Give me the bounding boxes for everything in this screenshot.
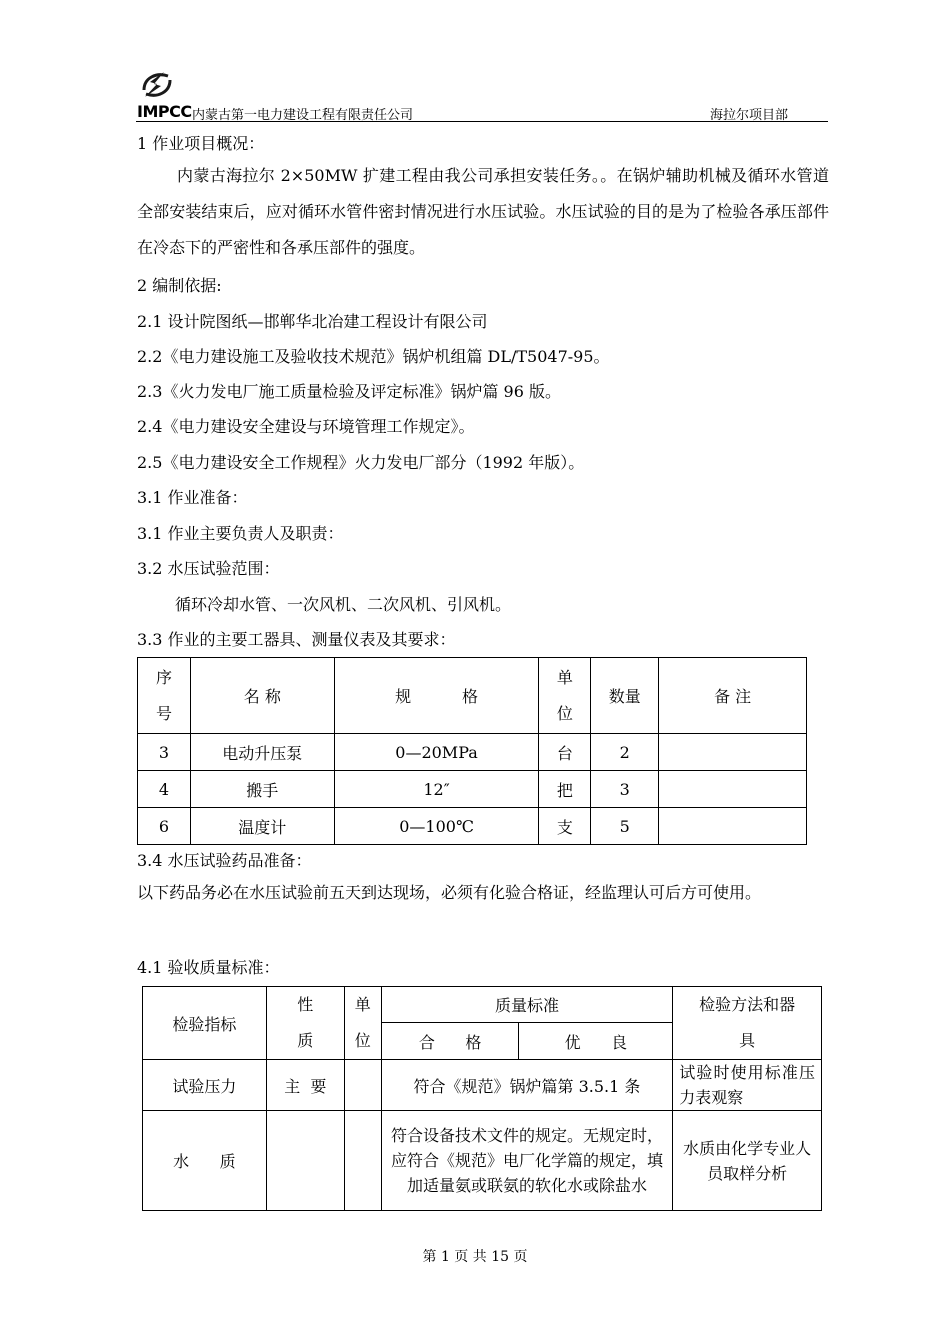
table-row — [143, 1060, 822, 1111]
reference-2-5: 2.5《电力建设安全工作规程》火力发电厂部分（1992 年版）。 — [137, 453, 585, 472]
reference-2-4: 2.4《电力建设安全建设与环境管理工作规定》。 — [137, 417, 475, 436]
header-divider — [136, 121, 828, 122]
header-excellent: 优 良 — [519, 1023, 673, 1060]
section-3-2: 3.2 水压试验范围： — [137, 559, 280, 578]
reference-2-3: 2.3《火力发电厂施工质量检验及评定标准》锅炉篇 96 版。 — [137, 382, 561, 401]
header-qualified: 合 格 — [381, 1023, 519, 1060]
header-indicator: 检验指标 — [143, 987, 267, 1060]
cell-nature — [266, 1111, 344, 1211]
cell-note — [659, 771, 807, 808]
header-seq-a: 序 — [155, 667, 172, 687]
table-row — [138, 734, 807, 771]
department-name: 海拉尔项目部 — [709, 108, 788, 123]
section-3-3: 3.3 作业的主要工器具、测量仪表及其要求： — [137, 630, 456, 649]
header-method — [673, 987, 822, 1060]
test-scope-text: 循环冷却水管、一次风机、二次风机、引风机。 — [175, 595, 512, 614]
header-unit-b: 位 — [556, 703, 573, 723]
header-unit — [344, 987, 381, 1060]
table-row — [138, 771, 807, 808]
header-seq-b: 号 — [155, 703, 172, 723]
cell-indicator: 试验压力 — [143, 1060, 267, 1111]
cell-unit — [344, 1111, 381, 1211]
header-unit-b: 位 — [354, 1031, 371, 1050]
reference-2-1: 2.1 设计院图纸—邯郸华北冶建工程设计有限公司 — [137, 312, 488, 331]
cell-name: 温度计 — [190, 808, 334, 845]
table-row — [143, 1111, 822, 1211]
section-3-4: 3.4 水压试验药品准备： — [137, 851, 312, 870]
header-nature — [266, 987, 344, 1060]
quality-header-row-1 — [143, 987, 822, 1023]
header-name: 名 称 — [190, 658, 334, 734]
cell-unit: 把 — [539, 771, 591, 808]
cell-method: 水质由化学专业人员取样分析 — [673, 1111, 822, 1211]
quality-table — [142, 986, 822, 1211]
section-3-1: 3.1 作业主要负责人及职责： — [137, 524, 344, 543]
header-method-b: 具 — [739, 1031, 756, 1050]
header-unit-a: 单 — [354, 995, 371, 1014]
tools-table — [137, 657, 807, 845]
section-2-title: 2 编制依据: — [137, 276, 222, 295]
cell-note — [659, 808, 807, 845]
brand-logo-text: IMPCC — [137, 102, 192, 121]
section-1-title: 1 作业项目概况： — [137, 134, 265, 153]
reference-2-2: 2.2《电力建设施工及验收技术规范》锅炉机组篇 DL/T5047-95。 — [137, 347, 610, 366]
cell-spec: 12″ — [334, 771, 539, 808]
cell-standard: 符合《规范》锅炉篇第 3.5.1 条 — [381, 1060, 673, 1111]
impcc-logo-icon — [140, 70, 174, 100]
section-4-1: 4.1 验收质量标准： — [137, 958, 280, 977]
cell-unit — [344, 1060, 381, 1111]
table-row — [138, 808, 807, 845]
section-3-title: 3.1 作业准备： — [137, 488, 248, 507]
header-method-a: 检验方法和器 — [699, 995, 796, 1014]
cell-seq: 4 — [138, 771, 191, 808]
header-unit — [539, 658, 591, 734]
cell-name: 电动升压泵 — [190, 734, 334, 771]
header-seq — [138, 658, 191, 734]
cell-seq: 6 — [138, 808, 191, 845]
header-spec: 规 格 — [334, 658, 539, 734]
company-name: 内蒙古第一电力建设工程有限责任公司 — [192, 108, 414, 123]
cell-seq: 3 — [138, 734, 191, 771]
header-qty: 数量 — [591, 658, 659, 734]
cell-qty: 2 — [591, 734, 659, 771]
cell-nature: 主 要 — [266, 1060, 344, 1111]
cell-indicator: 水 质 — [143, 1111, 267, 1211]
cell-note — [659, 734, 807, 771]
page-number: 第 1 页 共 15 页 — [422, 1249, 528, 1265]
cell-unit: 支 — [539, 808, 591, 845]
header-note: 备 注 — [659, 658, 807, 734]
header-nature-b: 质 — [297, 1031, 314, 1050]
cell-spec: 0—20MPa — [334, 734, 539, 771]
cell-unit: 台 — [539, 734, 591, 771]
reagent-paragraph: 以下药品务必在水压试验前五天到达现场，必须有化验合格证，经监理认可后方可使用。 — [137, 883, 762, 902]
cell-method: 试验时使用标准压力表观察 — [673, 1060, 822, 1111]
header-unit-a: 单 — [556, 667, 573, 687]
cell-qty: 3 — [591, 771, 659, 808]
cell-qty: 5 — [591, 808, 659, 845]
cell-standard: 符合设备技术文件的规定。无规定时，应符合《规范》电厂化学篇的规定，填加适量氨或联氨的软化水或除盐水 — [381, 1111, 673, 1211]
header-nature-a: 性 — [297, 995, 314, 1014]
cell-name: 搬手 — [190, 771, 334, 808]
section-1-paragraph: 内蒙古海拉尔 2×50MW 扩建工程由我公司承担安装任务。。在锅炉辅助机械及循环水管道全部安装结束后，应对循环水管件密封情况进行水压试验。水压试验的目的是为了检验各承压部件在冷态下的严密性和各承压部件的强度。 — [137, 166, 829, 257]
cell-spec: 0—100℃ — [334, 808, 539, 845]
header-standard: 质量标准 — [381, 987, 673, 1023]
tools-table-header — [138, 658, 807, 734]
